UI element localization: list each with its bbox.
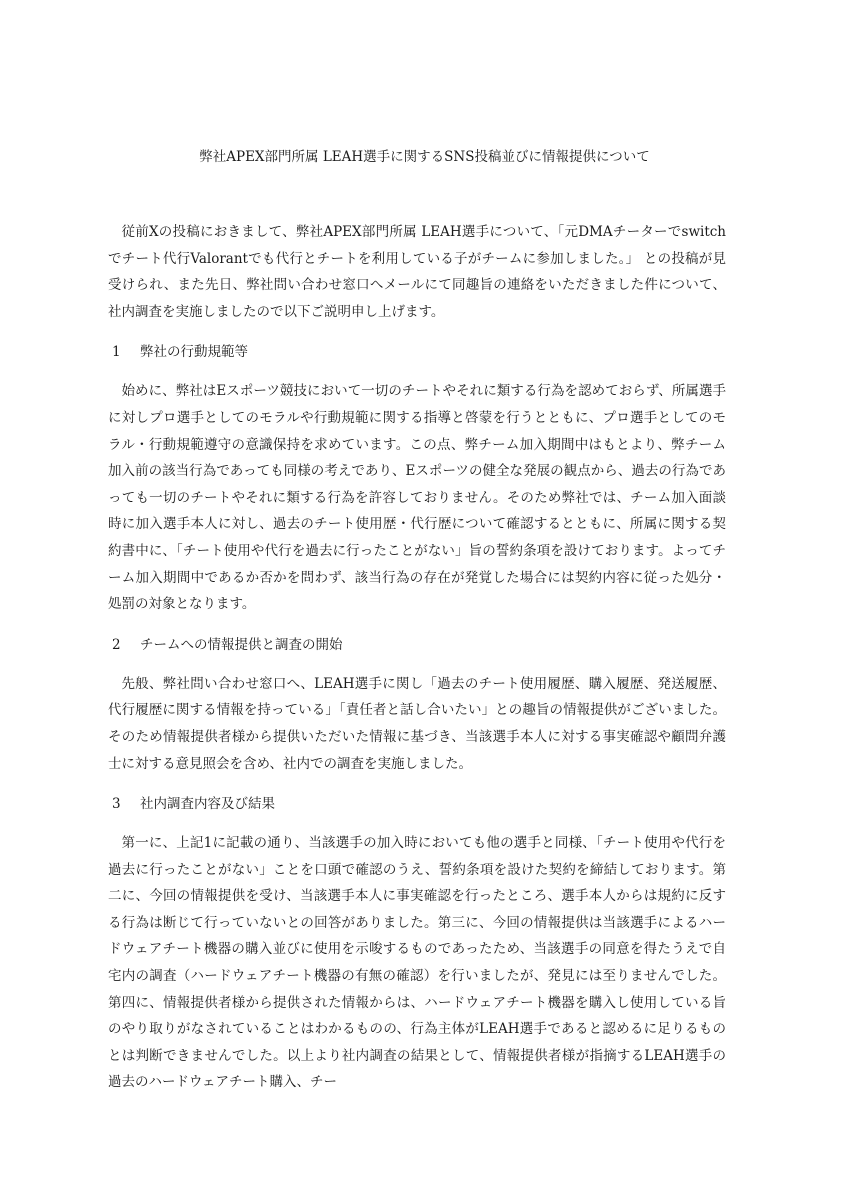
section-paragraph: 先般、弊社問い合わせ窓口へ、LEAH選手に関し「過去のチート使用履歴、購入履歴、発送履歴、代行履歴に関する情報を持っている」「責任者と話し合いたい」との趣旨の情報提供がございました。そのため情報提供者様から提供いただいた情報に基づき、当該選手本人に対する事実確認や顧問弁護士に対する意見照会を含め、社内での調査を実施しました。 [108, 675, 726, 772]
section-code-of-conduct [108, 339, 726, 617]
section-number: 3 [112, 796, 121, 813]
section-heading [108, 632, 726, 658]
document-body [108, 219, 726, 1096]
section-heading [108, 339, 726, 365]
section-paragraph: 第一に、上記1に記載の通り、当該選手の加入時においても他の選手と同様、「チート使用や代行を過去に行ったことがない」ことを口頭で確認のうえ、誓約条項を設けた契約を締結しております。第二に、今回の情報提供を受け、当該選手本人に事実確認を行ったところ、選手本人からは規約に反する行為は断じて行っていないとの回答がありました。第三に、今回の情報提供は当該選手によるハードウェアチート機器の購入並びに使用を示唆するものであったため、当該選手の同意を得たうえで自宅内の調査（ハードウェアチート機器の有無の確認）を行いましたが、発見には至りませんでした。第四に、情報提供者様から提供された情報からは、ハードウェアチート機器を購入し使用している旨のやり取りがなされていることはわかるものの、行為主体がLEAH選手であると認めるに足りるものとは判断できませんでした。以上より社内調査の結果として、情報提供者様が指摘するLEAH選手の過去のハードウェアチート購入、チー [108, 835, 726, 1091]
section-number: 1 [112, 344, 121, 361]
section-information-provided [108, 632, 726, 777]
section-heading-text: チームへの情報提供と調査の開始 [140, 636, 343, 653]
section-heading-text: 弊社の行動規範等 [140, 344, 248, 361]
section-paragraph: 始めに、弊社はEスポーツ競技において一切のチートやそれに類する行為を認めておらず、所属選手に対しプロ選手としてのモラルや行動規範に関する指導と啓蒙を行うとともに、プロ選手としてのモラル・行動規範遵守の意識保持を求めています。この点、弊チーム加入期間中はもとより、弊チーム加入前の該当行為であっても同様の考えであり、Eスポーツの健全な発展の観点から、過去の行為であっても一切のチートやそれに類する行為を許容しておりません。そのため弊社では、チーム加入面談時に加入選手本人に対し、過去のチート使用歴・代行歴について確認するとともに、所属に関する契約書中に、「チート使用や代行を過去に行ったことがない」旨の誓約条項を設けております。よってチーム加入期間中であるか否かを問わず、該当行為の存在が発覚した場合には契約内容に従った処分・処罰の対象となります。 [108, 383, 726, 613]
section-heading-text: 社内調査内容及び結果 [140, 796, 275, 813]
section-heading [108, 791, 726, 817]
section-investigation-results [108, 791, 726, 1096]
section-number: 2 [112, 636, 121, 653]
document-title: 弊社APEX部門所属 LEAH選手に関するSNS投稿並びに情報提供について [199, 149, 650, 165]
intro-paragraph: 従前Xの投稿におきまして、弊社APEX部門所属 LEAH選手について、「元DMAチーターでswitchでチート代行Valorantでも代行とチートを利用している子がチームに参加しました。」 との投稿が見受けられ、また先日、弊社問い合わせ窓口へメールにて同趣旨の連絡をいただきました件について、社内調査を実施しましたので以下ご説明申し上げます。 [108, 224, 726, 320]
